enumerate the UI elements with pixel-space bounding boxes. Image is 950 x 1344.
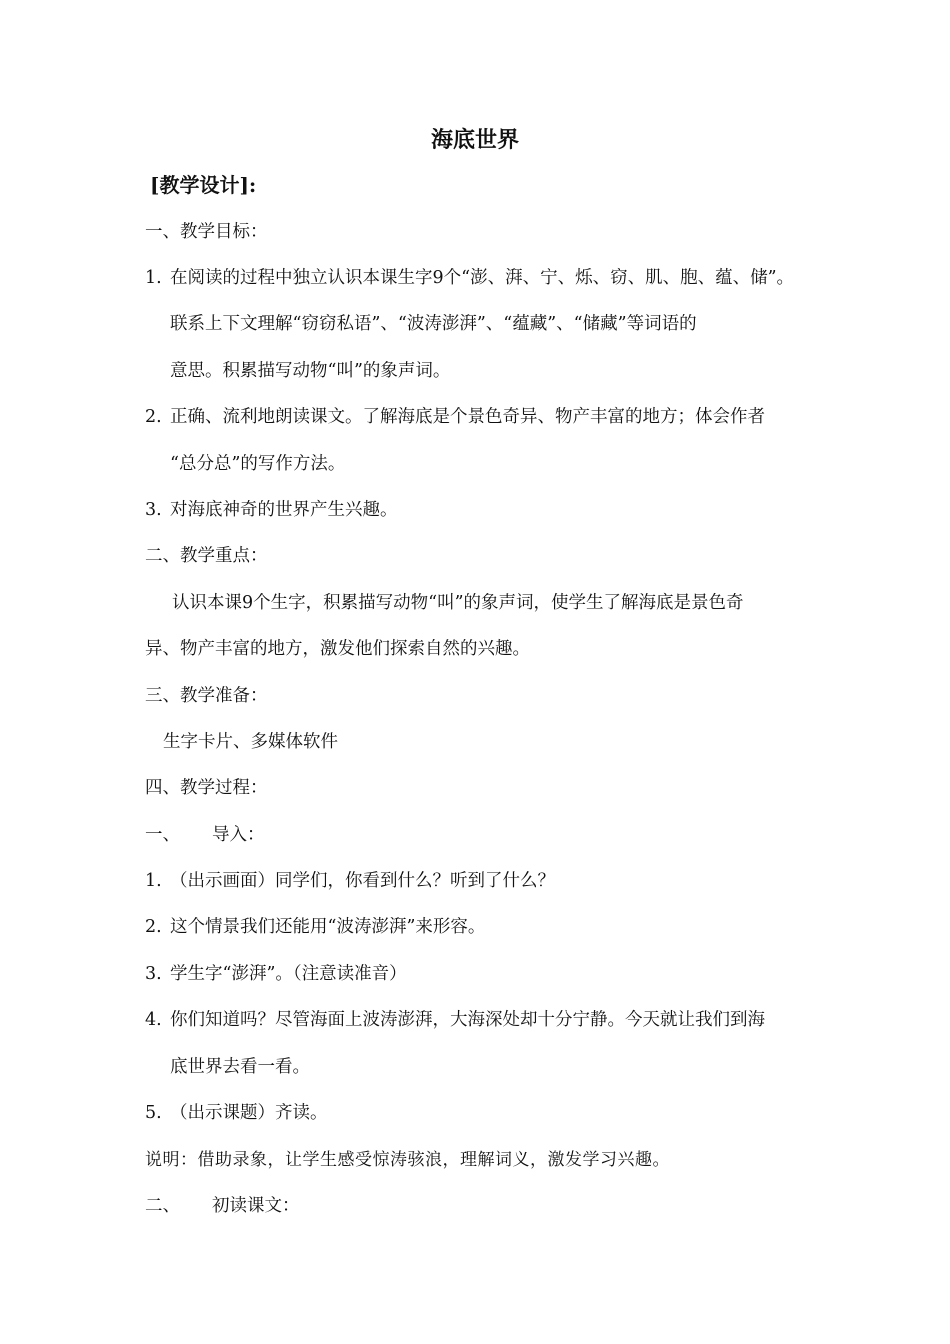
process-3-number: 3. xyxy=(145,964,162,984)
process-item-5 xyxy=(145,1101,328,1125)
goal-3-number: 3. xyxy=(145,500,162,520)
process-4-text: 你们知道吗？尽管海面上波涛澎湃，大海深处却十分宁静。今天就让我们到海 xyxy=(170,1010,765,1030)
goal-2-number: 2. xyxy=(145,407,162,427)
goal-1-text: 在阅读的过程中独立认识本课生字9个“澎、湃、宁、烁、窃、肌、胞、蕴、储”。 xyxy=(170,268,795,288)
focus-heading: 二、教学重点： xyxy=(145,546,268,566)
goal-3-text: 对海底神奇的世界产生兴趣。 xyxy=(170,500,398,520)
step-1-number: 一、 xyxy=(145,825,180,845)
design-heading: [教学设计]: xyxy=(150,173,257,197)
goal-2-text: 正确、流利地朗读课文。了解海底是个景色奇异、物产丰富的地方；体会作者 xyxy=(170,407,765,427)
goals-heading: 一、教学目标： xyxy=(145,222,268,242)
goal-item-2 xyxy=(145,405,765,429)
process-1-text: （出示画面）同学们，你看到什么？听到了什么？ xyxy=(170,871,555,891)
process-item-3 xyxy=(145,962,407,986)
goal-item-3 xyxy=(145,498,398,522)
step-1-label: 导入： xyxy=(212,825,265,845)
focus-line-2: 异、物产丰富的地方，激发他们探索自然的兴趣。 xyxy=(145,639,530,659)
page-title: 海底世界 xyxy=(430,127,519,153)
process-1-number: 1. xyxy=(145,871,162,891)
process-2-number: 2. xyxy=(145,917,162,937)
process-5-text: （出示课题）齐读。 xyxy=(170,1103,328,1123)
process-3-text: 学生字“澎湃”。（注意读准音） xyxy=(170,964,407,984)
prep-heading: 三、教学准备： xyxy=(145,686,268,706)
process-4-number: 4. xyxy=(145,1010,162,1030)
process-item-4 xyxy=(145,1008,765,1032)
step-2-label: 初读课文： xyxy=(212,1196,300,1216)
focus-line-1: 认识本课9个生字，积累描写动物“叫”的象声词，使学生了解海底是景色奇 xyxy=(172,593,744,613)
step-1-heading xyxy=(145,823,265,847)
goal-1-line-3: 意思。积累描写动物“叫”的象声词。 xyxy=(170,361,451,381)
prep-line-1: 生字卡片、多媒体软件 xyxy=(163,732,338,752)
goal-2-line-2: “总分总”的写作方法。 xyxy=(170,454,346,474)
step-2-number: 二、 xyxy=(145,1196,180,1216)
process-item-1 xyxy=(145,869,555,893)
process-heading: 四、教学过程： xyxy=(145,778,268,798)
process-5-number: 5. xyxy=(145,1103,162,1123)
step-2-heading xyxy=(145,1194,300,1218)
goal-1-number: 1. xyxy=(145,268,162,288)
goal-item-1 xyxy=(145,266,794,290)
process-2-text: 这个情景我们还能用“波涛澎湃”来形容。 xyxy=(170,917,486,937)
process-4-line-2: 底世界去看一看。 xyxy=(170,1057,310,1077)
goal-1-line-2: 联系上下文理解“窃窃私语”、“波涛澎湃”、“蕴藏”、“储藏”等词语的 xyxy=(170,314,697,334)
process-item-2 xyxy=(145,915,485,939)
explanation-note: 说明：借助录象，让学生感受惊涛骇浪，理解词义，激发学习兴趣。 xyxy=(145,1150,670,1170)
